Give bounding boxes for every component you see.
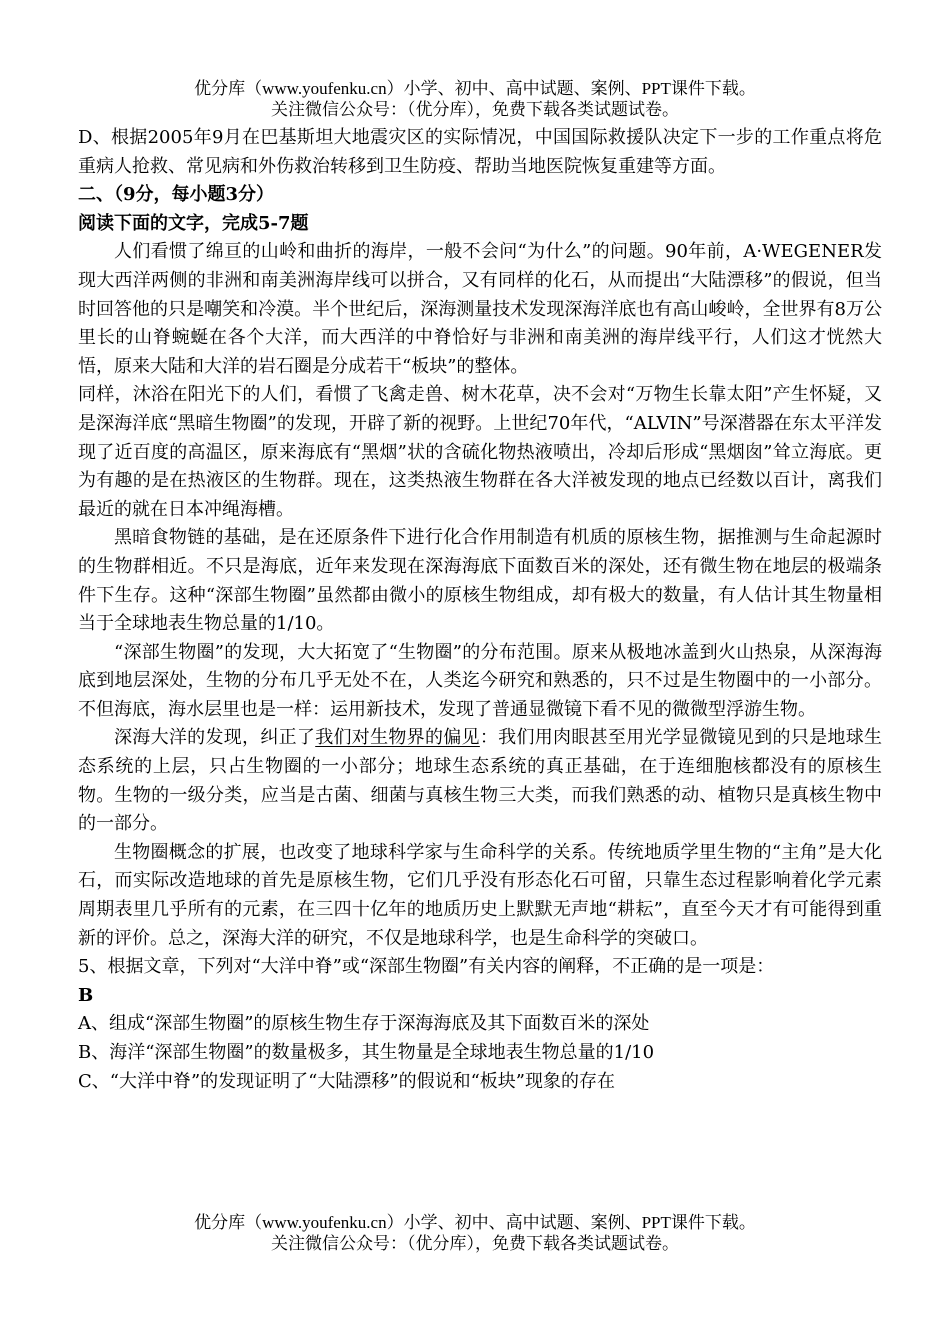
paragraph-5-lead: 深海大洋的发现，纠正了 (114, 727, 316, 749)
paragraph-5-rest: ：我们用肉眼甚至用光学显微镜见到的只是地球生态系统的上层，只占生物圈的一小部分；地球生态系统的真正基础，在于连细胞核都没有的原核生物。生物的一级分类，应当是古菌、细菌与真核生物三大类，而我们熟悉的动、植物只是真核生物中的一部分。 (78, 727, 883, 835)
passage-paragraph-6: 生物圈概念的扩展，也改变了地球科学家与生命科学的关系。传统地质学里生物的“主角”是大化石，而实际改造地球的首先是原核生物，它们几乎没有形态化石可留，只靠生态过程影响着化学元素周期表里几乎所有的元素，在三四十亿年的地质历史上默默无声地“耕耘”，直至今天才有可能得到重新的评价。总之，深海大洋的研究，不仅是地球科学，也是生命科学的突破口。 (78, 841, 882, 949)
question-5-stem: 5、根据文章，下列对“大洋中脊”或“深部生物圈”有关内容的阐释，不正确的是一项是： (78, 956, 775, 978)
passage-paragraph-3: 黑暗食物链的基础，是在还原条件下进行化合作用制造有机质的原核生物，据推测与生命起源时的生物群相近。不只是海底，近年来发现在深海海底下面数百米的深处，还有微生物在地层的极端条件下生存。这种“深部生物圈”虽然都由微小的原核生物组成，却有极大的数量，有人估计其生物量相当于全球地表生物总量的1/10。 (78, 527, 882, 635)
header-line-2: 关注微信公众号：（优分库），免费下载各类试题试卷。 (271, 100, 679, 119)
section-title: 二、（9分，每小题3分） (78, 184, 275, 206)
underlined-phrase: 我们对生物界的偏见 (315, 727, 480, 749)
header-line-1: 优分库（www.youfenku.cn）小学、初中、高中试题、案例、PPT课件下载。 (194, 79, 756, 98)
page-footer (0, 1212, 950, 1254)
question-5-option-c: C、“大洋中脊”的发现证明了“大陆漂移”的假说和“板块”现象的存在 (78, 1070, 615, 1092)
option-d-previous-question: D、根据2005年9月在巴基斯坦大地震灾区的实际情况，中国国际救援队决定下一步的工作重点将危重病人抢救、常见病和外伤救治转移到卫生防疫、帮助当地医院恢复重建等方面。 (78, 127, 882, 177)
passage-paragraph-1: 人们看惯了绵亘的山岭和曲折的海岸，一般不会问“为什么”的问题。90年前，A·WEGENER发现大西洋两侧的非洲和南美洲海岸线可以拼合，又有同样的化石，从而提出“大陆漂移”的假说，但当时回答他的只是嘲笑和冷漠。半个世纪后，深海测量技术发现深海洋底也有高山峻岭，全世界有8万公里长的山脊蜿蜒在各个大洋，而大西洋的中脊恰好与非洲和南美洲的海岸线平行，人们这才恍然大悟，原来大陆和大洋的岩石圈是分成若干“板块”的整体。 (78, 241, 882, 377)
passage-paragraph-2: 同样，沐浴在阳光下的人们，看惯了飞禽走兽、树木花草，决不会对“万物生长靠太阳”产生怀疑，又是深海洋底“黑暗生物圈”的发现，开辟了新的视野。上世纪70年代，“ALVIN”号深潜器在东太平洋发现了近百度的高温区，原来海底有“黑烟”状的含硫化物热液喷出，冷却后形成“黑烟囱”耸立海底。更为有趣的是在热液区的生物群。现在，这类热液生物群在各大洋被发现的地点已经数以百计，离我们最近的就在日本冲绳海槽。 (78, 384, 882, 520)
question-5-option-b: B、海洋“深部生物圈”的数量极多，其生物量是全球地表生物总量的1/10 (78, 1042, 655, 1063)
page-header (0, 78, 950, 120)
document-body (78, 124, 882, 1096)
section-instruction: 阅读下面的文字，完成5-7题 (78, 212, 309, 234)
question-5-answer: B (78, 984, 94, 1006)
passage-paragraph-4: “深部生物圈”的发现，大大拓宽了“生物圈”的分布范围。原来从极地冰盖到火山热泉，从深海海底到地层深处，生物的分布几乎无处不在，人类迄今研究和熟悉的，只不过是生物圈中的一小部分。不但海底，海水层里也是一样：运用新技术，发现了普通显微镜下看不见的微微型浮游生物。 (78, 641, 882, 720)
footer-line-2: 关注微信公众号：（优分库），免费下载各类试题试卷。 (271, 1234, 679, 1253)
question-5-option-a: A、组成“深部生物圈”的原核生物生存于深海海底及其下面数百米的深处 (78, 1013, 650, 1035)
passage-paragraph-5 (78, 724, 882, 838)
footer-line-1: 优分库（www.youfenku.cn）小学、初中、高中试题、案例、PPT课件下载。 (194, 1213, 756, 1232)
